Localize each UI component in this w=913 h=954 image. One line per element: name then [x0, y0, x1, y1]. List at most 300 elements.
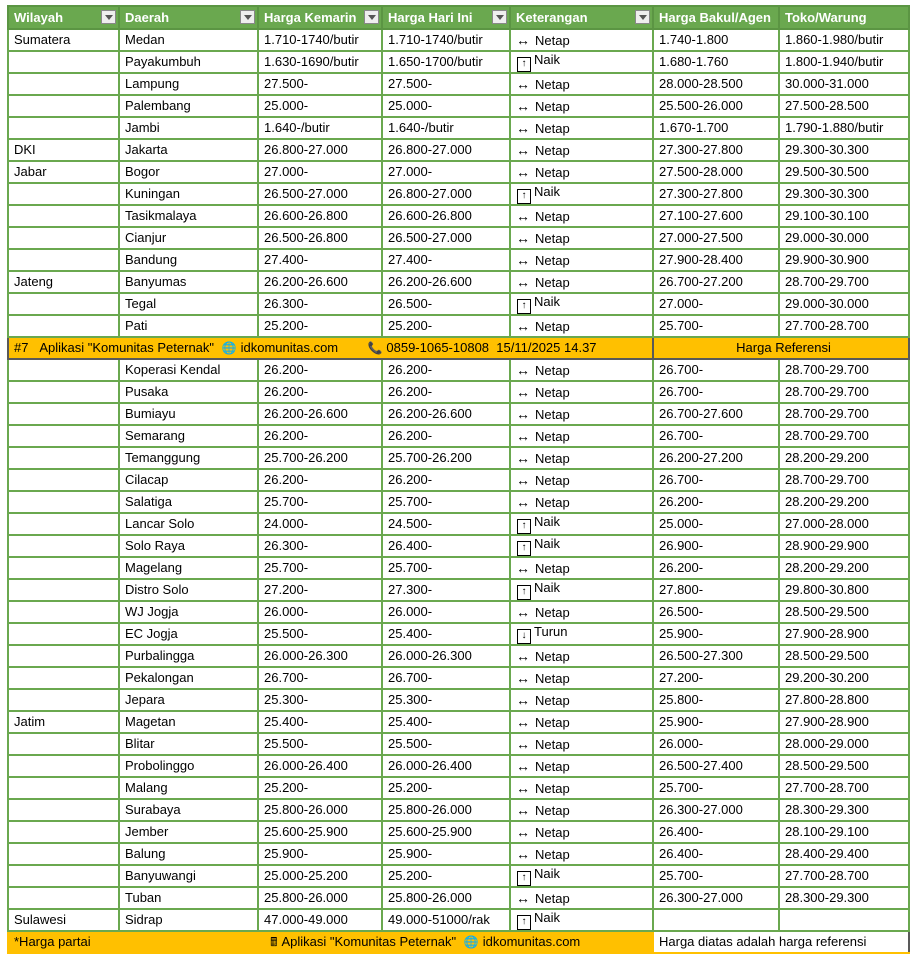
cell-harga-hari-ini[interactable] — [382, 909, 510, 931]
cell-keterangan[interactable] — [510, 491, 653, 513]
cell-harga-bakul[interactable] — [653, 755, 779, 777]
cell-harga-bakul[interactable] — [653, 403, 779, 425]
cell-harga-kemarin[interactable] — [258, 95, 382, 117]
cell-wilayah[interactable] — [8, 689, 119, 711]
cell-harga-bakul[interactable] — [653, 909, 779, 931]
cell-harga-hari-ini[interactable] — [382, 733, 510, 755]
cell-wilayah[interactable] — [8, 315, 119, 337]
cell-harga-kemarin[interactable] — [258, 623, 382, 645]
cell-harga-kemarin[interactable] — [258, 777, 382, 799]
footer-website[interactable]: idkomunitas.com — [482, 934, 581, 949]
cell-harga-bakul[interactable] — [653, 821, 779, 843]
cell-harga-bakul[interactable] — [653, 513, 779, 535]
cell-keterangan[interactable] — [510, 73, 653, 95]
cell-toko-warung[interactable] — [779, 513, 909, 535]
cell-toko-warung[interactable] — [779, 491, 909, 513]
cell-daerah[interactable] — [119, 315, 258, 337]
cell-daerah[interactable] — [119, 491, 258, 513]
cell-harga-hari-ini[interactable] — [382, 183, 510, 205]
cell-wilayah[interactable] — [8, 249, 119, 271]
cell-keterangan[interactable] — [510, 821, 653, 843]
calculator-icon: 🖩 — [270, 935, 278, 949]
cell-daerah[interactable] — [119, 711, 258, 733]
cell-harga-bakul[interactable] — [653, 139, 779, 161]
cell-harga-hari-ini[interactable] — [382, 667, 510, 689]
cell-toko-warung[interactable] — [779, 623, 909, 645]
cell-daerah[interactable] — [119, 51, 258, 73]
cell-harga-kemarin[interactable] — [258, 579, 382, 601]
filter-dropdown-button[interactable] — [101, 10, 116, 24]
cell-harga-bakul[interactable] — [653, 601, 779, 623]
cell-harga-bakul[interactable] — [653, 535, 779, 557]
cell-wilayah[interactable] — [8, 183, 119, 205]
cell-harga-hari-ini[interactable] — [382, 249, 510, 271]
cell-harga-bakul[interactable] — [653, 293, 779, 315]
cell-daerah[interactable] — [119, 777, 258, 799]
cell-toko-warung[interactable] — [779, 865, 909, 887]
cell-toko-warung[interactable] — [779, 205, 909, 227]
cell-wilayah[interactable] — [8, 733, 119, 755]
cell-keterangan[interactable] — [510, 689, 653, 711]
cell-toko-warung[interactable] — [779, 425, 909, 447]
cell-harga-bakul[interactable] — [653, 425, 779, 447]
cell-harga-kemarin[interactable] — [258, 733, 382, 755]
cell-toko-warung[interactable] — [779, 909, 909, 931]
cell-harga-bakul[interactable] — [653, 689, 779, 711]
cell-harga-bakul[interactable] — [653, 29, 779, 51]
cell-wilayah[interactable] — [8, 601, 119, 623]
cell-toko-warung[interactable] — [779, 689, 909, 711]
cell-harga-hari-ini[interactable] — [382, 887, 510, 909]
cell-wilayah[interactable] — [8, 821, 119, 843]
cell-daerah[interactable] — [119, 689, 258, 711]
cell-harga-bakul[interactable] — [653, 645, 779, 667]
cell-harga-kemarin[interactable] — [258, 205, 382, 227]
cell-harga-kemarin[interactable] — [258, 29, 382, 51]
cell-keterangan[interactable] — [510, 403, 653, 425]
cell-wilayah[interactable] — [8, 711, 119, 733]
cell-harga-bakul[interactable] — [653, 161, 779, 183]
cell-toko-warung[interactable] — [779, 469, 909, 491]
cell-wilayah[interactable] — [8, 865, 119, 887]
cell-wilayah[interactable] — [8, 73, 119, 95]
cell-keterangan[interactable] — [510, 865, 653, 887]
cell-keterangan[interactable] — [510, 315, 653, 337]
cell-harga-hari-ini[interactable] — [382, 403, 510, 425]
cell-text: 1.740-1.800 — [659, 32, 729, 47]
cell-harga-kemarin[interactable] — [258, 755, 382, 777]
cell-toko-warung[interactable] — [779, 799, 909, 821]
cell-daerah[interactable] — [119, 579, 258, 601]
cell-daerah[interactable] — [119, 469, 258, 491]
cell-daerah[interactable] — [119, 293, 258, 315]
cell-keterangan[interactable] — [510, 601, 653, 623]
cell-keterangan[interactable] — [510, 249, 653, 271]
filter-dropdown-button[interactable] — [492, 10, 507, 24]
cell-toko-warung[interactable] — [779, 843, 909, 865]
cell-harga-kemarin[interactable] — [258, 73, 382, 95]
cell-toko-warung[interactable] — [779, 535, 909, 557]
cell-daerah[interactable] — [119, 821, 258, 843]
cell-harga-hari-ini[interactable] — [382, 469, 510, 491]
filter-dropdown-button[interactable] — [364, 10, 379, 24]
cell-wilayah[interactable] — [8, 469, 119, 491]
cell-wilayah[interactable] — [8, 645, 119, 667]
cell-harga-hari-ini[interactable] — [382, 381, 510, 403]
cell-daerah[interactable] — [119, 667, 258, 689]
cell-wilayah[interactable] — [8, 139, 119, 161]
cell-keterangan[interactable] — [510, 381, 653, 403]
cell-harga-hari-ini[interactable] — [382, 579, 510, 601]
cell-harga-kemarin[interactable] — [258, 161, 382, 183]
cell-harga-bakul[interactable] — [653, 447, 779, 469]
cell-daerah[interactable] — [119, 843, 258, 865]
cell-harga-kemarin[interactable] — [258, 271, 382, 293]
filter-dropdown-button[interactable] — [240, 10, 255, 24]
cell-keterangan[interactable] — [510, 777, 653, 799]
cell-toko-warung[interactable] — [779, 29, 909, 51]
cell-daerah[interactable] — [119, 271, 258, 293]
cell-toko-warung[interactable] — [779, 447, 909, 469]
cell-daerah[interactable] — [119, 73, 258, 95]
cell-harga-kemarin[interactable] — [258, 447, 382, 469]
cell-harga-bakul[interactable] — [653, 557, 779, 579]
cell-harga-bakul[interactable] — [653, 271, 779, 293]
cell-keterangan[interactable] — [510, 535, 653, 557]
cell-wilayah[interactable] — [8, 623, 119, 645]
cell-daerah[interactable] — [119, 447, 258, 469]
cell-daerah[interactable] — [119, 623, 258, 645]
cell-text: 24.500- — [388, 516, 433, 531]
cell-text: Netap — [535, 428, 570, 444]
cell-daerah[interactable] — [119, 403, 258, 425]
cell-keterangan[interactable] — [510, 29, 653, 51]
cell-harga-kemarin[interactable] — [258, 667, 382, 689]
cell-harga-hari-ini[interactable] — [382, 557, 510, 579]
cell-harga-hari-ini[interactable] — [382, 73, 510, 95]
cell-toko-warung[interactable] — [779, 645, 909, 667]
cell-wilayah[interactable] — [8, 271, 119, 293]
cell-harga-bakul[interactable] — [653, 711, 779, 733]
cell-harga-bakul[interactable] — [653, 667, 779, 689]
up-arrow-box-icon: ↑ — [517, 585, 531, 600]
cell-daerah[interactable] — [119, 799, 258, 821]
cell-toko-warung[interactable] — [779, 227, 909, 249]
cell-toko-warung[interactable] — [779, 733, 909, 755]
cell-keterangan[interactable] — [510, 579, 653, 601]
cell-keterangan[interactable] — [510, 95, 653, 117]
cell-harga-hari-ini[interactable] — [382, 799, 510, 821]
cell-daerah[interactable] — [119, 117, 258, 139]
cell-wilayah[interactable] — [8, 535, 119, 557]
cell-wilayah[interactable] — [8, 425, 119, 447]
cell-harga-hari-ini[interactable] — [382, 315, 510, 337]
cell-daerah[interactable] — [119, 249, 258, 271]
cell-wilayah[interactable] — [8, 887, 119, 909]
cell-daerah[interactable] — [119, 909, 258, 931]
cell-toko-warung[interactable] — [779, 73, 909, 95]
banner-phone[interactable]: 0859-1065-10808 — [386, 340, 490, 355]
cell-harga-kemarin[interactable] — [258, 887, 382, 909]
cell-harga-hari-ini[interactable] — [382, 425, 510, 447]
cell-harga-hari-ini[interactable] — [382, 161, 510, 183]
cell-daerah[interactable] — [119, 161, 258, 183]
cell-wilayah[interactable] — [8, 447, 119, 469]
cell-daerah[interactable] — [119, 381, 258, 403]
cell-wilayah[interactable] — [8, 293, 119, 315]
cell-toko-warung[interactable] — [779, 579, 909, 601]
cell-harga-bakul[interactable] — [653, 491, 779, 513]
cell-harga-bakul[interactable] — [653, 183, 779, 205]
cell-toko-warung[interactable] — [779, 403, 909, 425]
cell-wilayah[interactable] — [8, 161, 119, 183]
cell-daerah[interactable] — [119, 205, 258, 227]
cell-harga-kemarin[interactable] — [258, 821, 382, 843]
cell-harga-hari-ini[interactable] — [382, 491, 510, 513]
cell-toko-warung[interactable] — [779, 755, 909, 777]
cell-text: Bogor — [125, 164, 160, 179]
cell-harga-hari-ini[interactable] — [382, 51, 510, 73]
cell-harga-kemarin[interactable] — [258, 139, 382, 161]
cell-harga-hari-ini[interactable] — [382, 755, 510, 777]
cell-wilayah[interactable] — [8, 403, 119, 425]
cell-harga-bakul[interactable] — [653, 799, 779, 821]
cell-harga-bakul[interactable] — [653, 865, 779, 887]
cell-harga-kemarin[interactable] — [258, 491, 382, 513]
cell-keterangan[interactable] — [510, 755, 653, 777]
cell-toko-warung[interactable] — [779, 359, 909, 381]
cell-harga-bakul[interactable] — [653, 777, 779, 799]
cell-harga-bakul[interactable] — [653, 469, 779, 491]
cell-harga-kemarin[interactable] — [258, 865, 382, 887]
cell-harga-kemarin[interactable] — [258, 601, 382, 623]
cell-harga-hari-ini[interactable] — [382, 865, 510, 887]
cell-harga-hari-ini[interactable] — [382, 711, 510, 733]
cell-keterangan[interactable] — [510, 51, 653, 73]
cell-harga-hari-ini[interactable] — [382, 513, 510, 535]
cell-keterangan[interactable] — [510, 733, 653, 755]
cell-text: 27.300- — [388, 582, 433, 597]
cell-wilayah[interactable] — [8, 909, 119, 931]
cell-keterangan[interactable] — [510, 227, 653, 249]
cell-harga-bakul[interactable] — [653, 249, 779, 271]
cell-wilayah[interactable] — [8, 95, 119, 117]
cell-daerah[interactable] — [119, 557, 258, 579]
filter-dropdown-button[interactable] — [635, 10, 650, 24]
cell-harga-hari-ini[interactable] — [382, 117, 510, 139]
cell-harga-bakul[interactable] — [653, 315, 779, 337]
cell-daerah[interactable] — [119, 139, 258, 161]
cell-wilayah[interactable] — [8, 227, 119, 249]
cell-harga-kemarin[interactable] — [258, 293, 382, 315]
cell-harga-kemarin[interactable] — [258, 117, 382, 139]
cell-harga-hari-ini[interactable] — [382, 139, 510, 161]
cell-harga-bakul[interactable] — [653, 359, 779, 381]
cell-toko-warung[interactable] — [779, 117, 909, 139]
cell-wilayah[interactable] — [8, 359, 119, 381]
cell-keterangan[interactable] — [510, 359, 653, 381]
cell-text: 25.900- — [659, 626, 704, 641]
cell-toko-warung[interactable] — [779, 51, 909, 73]
cell-daerah[interactable] — [119, 865, 258, 887]
cell-harga-kemarin[interactable] — [258, 557, 382, 579]
cell-harga-hari-ini[interactable] — [382, 535, 510, 557]
cell-harga-bakul[interactable] — [653, 887, 779, 909]
banner-website[interactable]: idkomunitas.com — [240, 340, 339, 355]
cell-harga-kemarin[interactable] — [258, 51, 382, 73]
cell-harga-hari-ini[interactable] — [382, 359, 510, 381]
cell-harga-hari-ini[interactable] — [382, 843, 510, 865]
cell-daerah[interactable] — [119, 887, 258, 909]
cell-daerah[interactable] — [119, 513, 258, 535]
cell-harga-kemarin[interactable] — [258, 425, 382, 447]
cell-wilayah[interactable] — [8, 579, 119, 601]
cell-daerah[interactable] — [119, 29, 258, 51]
cell-harga-kemarin[interactable] — [258, 535, 382, 557]
cell-wilayah[interactable] — [8, 51, 119, 73]
cell-harga-hari-ini[interactable] — [382, 821, 510, 843]
cell-keterangan[interactable] — [510, 843, 653, 865]
cell-keterangan[interactable] — [510, 557, 653, 579]
cell-keterangan[interactable] — [510, 183, 653, 205]
cell-harga-hari-ini[interactable] — [382, 645, 510, 667]
cell-harga-bakul[interactable] — [653, 623, 779, 645]
cell-wilayah[interactable] — [8, 843, 119, 865]
cell-wilayah[interactable] — [8, 381, 119, 403]
cell-text: Jateng — [14, 274, 54, 289]
cell-daerah[interactable] — [119, 95, 258, 117]
cell-text: 28.300-29.300 — [785, 890, 869, 905]
cell-harga-kemarin[interactable] — [258, 799, 382, 821]
cell-daerah[interactable] — [119, 535, 258, 557]
cell-harga-bakul[interactable] — [653, 205, 779, 227]
cell-text: Netap — [535, 252, 570, 268]
cell-harga-hari-ini[interactable] — [382, 623, 510, 645]
cell-harga-kemarin[interactable] — [258, 227, 382, 249]
cell-toko-warung[interactable] — [779, 821, 909, 843]
cell-harga-bakul[interactable] — [653, 579, 779, 601]
cell-toko-warung[interactable] — [779, 161, 909, 183]
cell-toko-warung[interactable] — [779, 887, 909, 909]
cell-keterangan[interactable] — [510, 711, 653, 733]
cell-keterangan[interactable] — [510, 425, 653, 447]
cell-text: 27.300-27.800 — [659, 142, 743, 157]
cell-harga-kemarin[interactable] — [258, 381, 382, 403]
cell-harga-bakul[interactable] — [653, 95, 779, 117]
cell-harga-hari-ini[interactable] — [382, 447, 510, 469]
cell-keterangan[interactable] — [510, 623, 653, 645]
cell-harga-bakul[interactable] — [653, 381, 779, 403]
cell-wilayah[interactable] — [8, 777, 119, 799]
cell-harga-hari-ini[interactable] — [382, 293, 510, 315]
cell-toko-warung[interactable] — [779, 315, 909, 337]
cell-harga-kemarin[interactable] — [258, 909, 382, 931]
cell-toko-warung[interactable] — [779, 293, 909, 315]
cell-keterangan[interactable] — [510, 667, 653, 689]
cell-keterangan[interactable] — [510, 293, 653, 315]
cell-toko-warung[interactable] — [779, 777, 909, 799]
cell-toko-warung[interactable] — [779, 249, 909, 271]
cell-harga-bakul[interactable] — [653, 73, 779, 95]
cell-wilayah[interactable] — [8, 491, 119, 513]
cell-daerah[interactable] — [119, 601, 258, 623]
cell-harga-hari-ini[interactable] — [382, 689, 510, 711]
cell-toko-warung[interactable] — [779, 139, 909, 161]
cell-harga-hari-ini[interactable] — [382, 271, 510, 293]
cell-daerah[interactable] — [119, 359, 258, 381]
cell-toko-warung[interactable] — [779, 95, 909, 117]
cell-keterangan[interactable] — [510, 271, 653, 293]
cell-toko-warung[interactable] — [779, 601, 909, 623]
cell-daerah[interactable] — [119, 425, 258, 447]
cell-harga-hari-ini[interactable] — [382, 777, 510, 799]
cell-harga-kemarin[interactable] — [258, 843, 382, 865]
cell-harga-kemarin[interactable] — [258, 359, 382, 381]
cell-wilayah[interactable] — [8, 117, 119, 139]
cell-keterangan[interactable] — [510, 117, 653, 139]
cell-toko-warung[interactable] — [779, 711, 909, 733]
cell-harga-kemarin[interactable] — [258, 403, 382, 425]
cell-harga-kemarin[interactable] — [258, 689, 382, 711]
cell-toko-warung[interactable] — [779, 381, 909, 403]
cell-wilayah[interactable] — [8, 799, 119, 821]
cell-wilayah[interactable] — [8, 29, 119, 51]
cell-keterangan[interactable] — [510, 469, 653, 491]
cell-daerah[interactable] — [119, 183, 258, 205]
cell-harga-kemarin[interactable] — [258, 315, 382, 337]
cell-daerah[interactable] — [119, 645, 258, 667]
cell-wilayah[interactable] — [8, 557, 119, 579]
cell-harga-hari-ini[interactable] — [382, 601, 510, 623]
cell-harga-hari-ini[interactable] — [382, 205, 510, 227]
cell-keterangan[interactable] — [510, 513, 653, 535]
cell-harga-hari-ini[interactable] — [382, 227, 510, 249]
cell-daerah[interactable] — [119, 755, 258, 777]
cell-harga-kemarin[interactable] — [258, 183, 382, 205]
cell-harga-bakul[interactable] — [653, 733, 779, 755]
cell-toko-warung[interactable] — [779, 183, 909, 205]
cell-keterangan[interactable] — [510, 447, 653, 469]
cell-wilayah[interactable] — [8, 205, 119, 227]
cell-harga-bakul[interactable] — [653, 227, 779, 249]
cell-harga-bakul[interactable] — [653, 117, 779, 139]
cell-harga-kemarin[interactable] — [258, 711, 382, 733]
cell-keterangan[interactable] — [510, 205, 653, 227]
cell-harga-bakul[interactable] — [653, 843, 779, 865]
cell-wilayah[interactable] — [8, 513, 119, 535]
cell-keterangan[interactable] — [510, 139, 653, 161]
cell-daerah[interactable] — [119, 227, 258, 249]
cell-toko-warung[interactable] — [779, 557, 909, 579]
cell-harga-kemarin[interactable] — [258, 513, 382, 535]
cell-keterangan[interactable] — [510, 645, 653, 667]
cell-harga-bakul[interactable] — [653, 51, 779, 73]
cell-harga-kemarin[interactable] — [258, 249, 382, 271]
cell-harga-kemarin[interactable] — [258, 469, 382, 491]
cell-keterangan[interactable] — [510, 161, 653, 183]
cell-wilayah[interactable] — [8, 667, 119, 689]
cell-toko-warung[interactable] — [779, 667, 909, 689]
cell-harga-hari-ini[interactable] — [382, 29, 510, 51]
cell-toko-warung[interactable] — [779, 271, 909, 293]
cell-harga-hari-ini[interactable] — [382, 95, 510, 117]
cell-wilayah[interactable] — [8, 755, 119, 777]
cell-keterangan[interactable] — [510, 887, 653, 909]
cell-daerah[interactable] — [119, 733, 258, 755]
cell-keterangan[interactable] — [510, 799, 653, 821]
cell-keterangan[interactable] — [510, 909, 653, 931]
cell-harga-kemarin[interactable] — [258, 645, 382, 667]
